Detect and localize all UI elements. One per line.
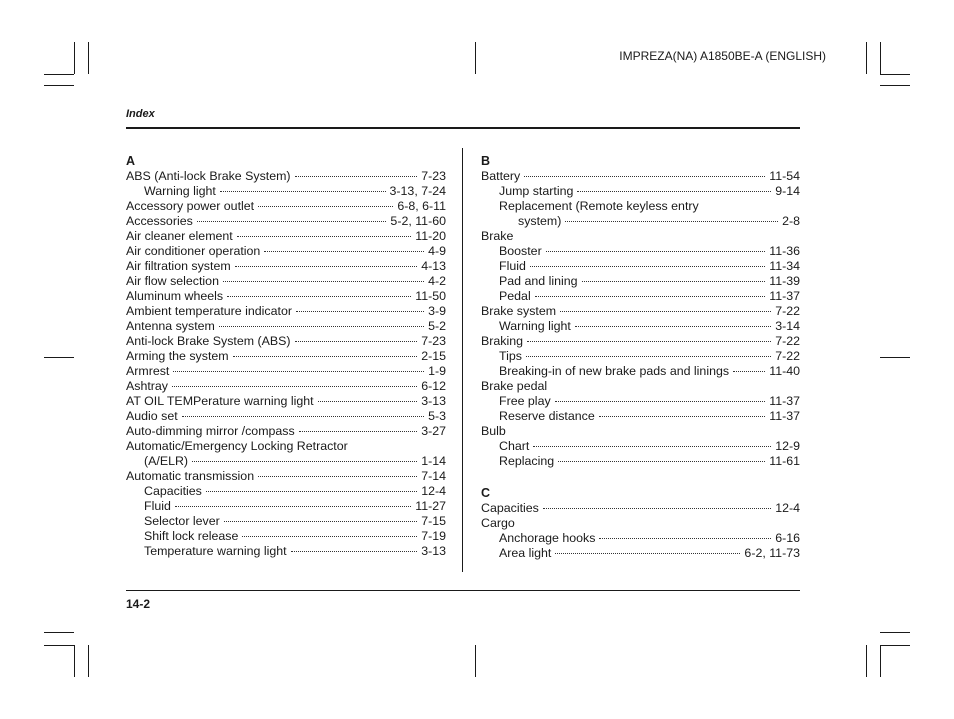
entry-page-ref: 12-4 [421, 484, 446, 498]
entry-page-ref: 11-27 [415, 499, 446, 513]
index-entry [126, 364, 446, 379]
dot-leader [560, 311, 771, 312]
entry-page-ref: 7-22 [775, 349, 800, 363]
entry-page-ref: 2-15 [421, 349, 446, 363]
dot-leader [197, 221, 387, 222]
entry-page-ref: 1-14 [421, 454, 446, 468]
index-entry [126, 409, 446, 424]
index-entry [126, 439, 446, 454]
dot-leader [296, 311, 424, 312]
crop-mark [880, 357, 910, 358]
dot-leader [577, 191, 771, 192]
dot-leader [295, 341, 418, 342]
entry-label: Breaking-in of new brake pads and linings [499, 364, 730, 378]
entry-label: Air conditioner operation [126, 244, 261, 258]
entry-label: Air cleaner element [126, 229, 233, 243]
entry-page-ref: 5-3 [428, 409, 446, 423]
entry-label: Warning light [499, 319, 571, 333]
index-entry [126, 214, 446, 229]
dot-leader [575, 326, 771, 327]
crop-mark [880, 645, 881, 677]
dot-leader [172, 386, 417, 387]
entry-label: Air filtration system [126, 259, 231, 273]
index-entry [481, 244, 800, 259]
entry-page-ref: 11-61 [769, 454, 800, 468]
dot-leader [220, 191, 386, 192]
entry-page-ref: 6-16 [775, 531, 800, 545]
entry-label: Antenna system [126, 319, 215, 333]
crop-mark [880, 85, 910, 86]
index-entry [481, 199, 800, 214]
entry-label: Battery [481, 169, 521, 183]
entry-label: Armrest [126, 364, 170, 378]
index-group [481, 153, 800, 469]
index-entry [481, 379, 800, 394]
index-entry [481, 229, 800, 244]
index-entry [126, 544, 446, 559]
index-entry [126, 274, 446, 289]
entry-label: Booster [499, 244, 542, 258]
entry-label: AT OIL TEMPerature warning light [126, 394, 314, 408]
dot-leader [555, 401, 766, 402]
index-entry [126, 199, 446, 214]
entry-page-ref: 11-50 [415, 289, 446, 303]
index-entry [481, 214, 800, 229]
index-entry [481, 531, 800, 546]
index-entry [481, 439, 800, 454]
index-entry [481, 454, 800, 469]
entry-label: Selector lever [144, 514, 220, 528]
entry-label: Brake system [481, 304, 557, 318]
index-entry [481, 319, 800, 334]
entry-page-ref: 11-40 [769, 364, 800, 378]
index-entry [481, 546, 800, 561]
dot-leader [599, 538, 771, 539]
entry-page-ref: 6-2, 11-73 [744, 546, 800, 560]
crop-mark [88, 42, 89, 74]
index-entry [126, 229, 446, 244]
dot-leader [182, 416, 424, 417]
entry-page-ref: 3-9 [428, 304, 446, 318]
entry-label: Anti-lock Brake System (ABS) [126, 334, 291, 348]
entry-label: Capacities [481, 501, 539, 515]
crop-mark [88, 645, 89, 677]
crop-mark [866, 645, 867, 677]
entry-label: Auto-dimming mirror /compass [126, 424, 295, 438]
crop-mark [44, 632, 74, 633]
entry-label: Braking [481, 334, 524, 348]
dot-leader [175, 506, 411, 507]
dot-leader [318, 401, 418, 402]
dot-leader [582, 281, 766, 282]
entry-label: Ashtray [126, 379, 169, 393]
entry-label: Aluminum wheels [126, 289, 224, 303]
crop-mark [880, 645, 910, 646]
dot-leader [299, 431, 417, 432]
entry-page-ref: 11-20 [415, 229, 446, 243]
index-entry [126, 379, 446, 394]
dot-leader [264, 251, 424, 252]
index-column-right [481, 153, 800, 577]
crop-mark [475, 42, 476, 74]
crop-mark [880, 42, 881, 74]
entry-page-ref: 3-13, 7-24 [389, 184, 446, 198]
entry-label: Automatic/Emergency Locking Retractor [126, 439, 348, 453]
crop-mark [44, 645, 74, 646]
index-entry [481, 169, 800, 184]
index-entry [126, 334, 446, 349]
entry-page-ref: 4-2 [428, 274, 446, 288]
index-entry [481, 334, 800, 349]
dot-leader [599, 416, 765, 417]
entry-label: Ambient temperature indicator [126, 304, 292, 318]
entry-page-ref: 7-23 [421, 169, 446, 183]
entry-label: Tips [499, 349, 522, 363]
dot-leader [206, 491, 417, 492]
crop-mark [44, 74, 74, 75]
entry-page-ref: 11-37 [769, 289, 800, 303]
entry-page-ref: 7-14 [421, 469, 446, 483]
index-entry [481, 184, 800, 199]
entry-page-ref: 11-54 [769, 169, 800, 183]
entry-label: Air flow selection [126, 274, 219, 288]
entry-label: Anchorage hooks [499, 531, 596, 545]
dot-leader [224, 521, 417, 522]
index-letter-heading: B [481, 154, 491, 168]
entry-page-ref: 4-13 [421, 259, 446, 273]
index-letter-heading: C [481, 486, 491, 500]
crop-mark [880, 632, 910, 633]
dot-leader [530, 266, 765, 267]
entry-label: Jump starting [499, 184, 574, 198]
index-entry [126, 259, 446, 274]
dot-leader [295, 176, 418, 177]
entry-page-ref: 11-39 [769, 274, 800, 288]
entry-label: system) [518, 214, 562, 228]
entry-label: Fluid [144, 499, 171, 513]
index-entry [481, 259, 800, 274]
entry-label: Fluid [499, 259, 526, 273]
entry-page-ref: 3-13 [421, 544, 446, 558]
index-entry [126, 484, 446, 499]
entry-page-ref: 9-14 [775, 184, 800, 198]
entry-label: Accessories [126, 214, 193, 228]
dot-leader [535, 296, 766, 297]
entry-label: Area light [499, 546, 552, 560]
dot-leader [555, 553, 740, 554]
entry-label: Replacing [499, 454, 555, 468]
index-entry [126, 499, 446, 514]
entry-label: Pad and lining [499, 274, 578, 288]
dot-leader [546, 251, 766, 252]
dot-leader [237, 236, 411, 237]
dot-leader [533, 446, 771, 447]
dot-leader [235, 266, 418, 267]
dot-leader [526, 356, 771, 357]
dot-leader [558, 461, 765, 462]
index-letter-heading: A [126, 154, 136, 168]
dot-leader [524, 176, 765, 177]
entry-label: Free play [499, 394, 551, 408]
index-entry [481, 289, 800, 304]
entry-page-ref: 7-22 [775, 304, 800, 318]
dot-leader [233, 356, 418, 357]
entry-page-ref: 7-22 [775, 334, 800, 348]
crop-mark [44, 85, 74, 86]
column-divider [462, 148, 463, 572]
entry-label: Brake [481, 229, 514, 243]
index-group [126, 153, 446, 559]
entry-page-ref: 12-9 [775, 439, 800, 453]
crop-mark [475, 645, 476, 677]
index-entry [126, 469, 446, 484]
dot-leader [242, 536, 417, 537]
crop-mark [866, 42, 867, 74]
entry-label: Replacement (Remote keyless entry [499, 199, 699, 213]
index-entry [126, 394, 446, 409]
entry-label: Brake pedal [481, 379, 548, 393]
index-entry [481, 516, 800, 531]
entry-page-ref: 6-8, 6-11 [397, 199, 446, 213]
index-entry [126, 529, 446, 544]
entry-label: Automatic transmission [126, 469, 255, 483]
entry-label: Cargo [481, 516, 515, 530]
dot-leader [223, 281, 424, 282]
footer-rule [126, 590, 800, 591]
entry-page-ref: 7-19 [421, 529, 446, 543]
entry-label: Warning light [144, 184, 216, 198]
entry-page-ref: 12-4 [775, 501, 800, 515]
dot-leader [565, 221, 778, 222]
index-entry [126, 424, 446, 439]
entry-label: Capacities [144, 484, 202, 498]
entry-page-ref: 4-9 [428, 244, 446, 258]
entry-label: Temperature warning light [144, 544, 287, 558]
index-group [481, 485, 800, 561]
dot-leader [543, 508, 771, 509]
dot-leader [258, 206, 393, 207]
index-entry [126, 454, 446, 469]
index-entry [126, 169, 446, 184]
dot-leader [173, 371, 424, 372]
document-id: IMPREZA(NA) A1850BE-A (ENGLISH) [619, 49, 826, 63]
section-label: Index [126, 108, 155, 120]
crop-mark [44, 357, 74, 358]
entry-label: (A/ELR) [144, 454, 189, 468]
entry-page-ref: 7-23 [421, 334, 446, 348]
entry-page-ref: 11-34 [769, 259, 800, 273]
entry-label: Pedal [499, 289, 531, 303]
header-rule [126, 127, 800, 129]
dot-leader [527, 341, 771, 342]
index-entry [481, 501, 800, 516]
entry-label: ABS (Anti-lock Brake System) [126, 169, 291, 183]
entry-label: Audio set [126, 409, 178, 423]
entry-label: Chart [499, 439, 530, 453]
index-entry [126, 304, 446, 319]
entry-page-ref: 5-2, 11-60 [390, 214, 446, 228]
crop-mark [880, 74, 910, 75]
crop-mark [74, 42, 75, 74]
index-entry [481, 409, 800, 424]
index-entry [126, 349, 446, 364]
entry-label: Accessory power outlet [126, 199, 255, 213]
index-entry [126, 244, 446, 259]
index-column-left [126, 153, 446, 575]
entry-label: Reserve distance [499, 409, 595, 423]
entry-page-ref: 2-8 [782, 214, 800, 228]
index-entry [481, 304, 800, 319]
dot-leader [227, 296, 411, 297]
index-entry [126, 184, 446, 199]
dot-leader [192, 461, 417, 462]
dot-leader [733, 371, 765, 372]
entry-page-ref: 1-9 [428, 364, 446, 378]
dot-leader [219, 326, 424, 327]
index-entry [481, 424, 800, 439]
index-entry [481, 394, 800, 409]
index-entry [481, 364, 800, 379]
dot-leader [291, 551, 418, 552]
entry-label: Bulb [481, 424, 506, 438]
entry-page-ref: 3-14 [775, 319, 800, 333]
index-entry [481, 349, 800, 364]
entry-page-ref: 11-36 [769, 244, 800, 258]
entry-page-ref: 3-13 [421, 394, 446, 408]
index-entry [126, 514, 446, 529]
index-entry [126, 289, 446, 304]
entry-label: Shift lock release [144, 529, 239, 543]
entry-label: Arming the system [126, 349, 229, 363]
entry-page-ref: 5-2 [428, 319, 446, 333]
dot-leader [258, 476, 417, 477]
entry-page-ref: 7-15 [421, 514, 446, 528]
index-entry [481, 274, 800, 289]
entry-page-ref: 3-27 [421, 424, 446, 438]
entry-page-ref: 6-12 [421, 379, 446, 393]
index-entry [126, 319, 446, 334]
entry-page-ref: 11-37 [769, 394, 800, 408]
entry-page-ref: 11-37 [769, 409, 800, 423]
page-number: 14-2 [126, 597, 151, 611]
crop-mark [74, 645, 75, 677]
